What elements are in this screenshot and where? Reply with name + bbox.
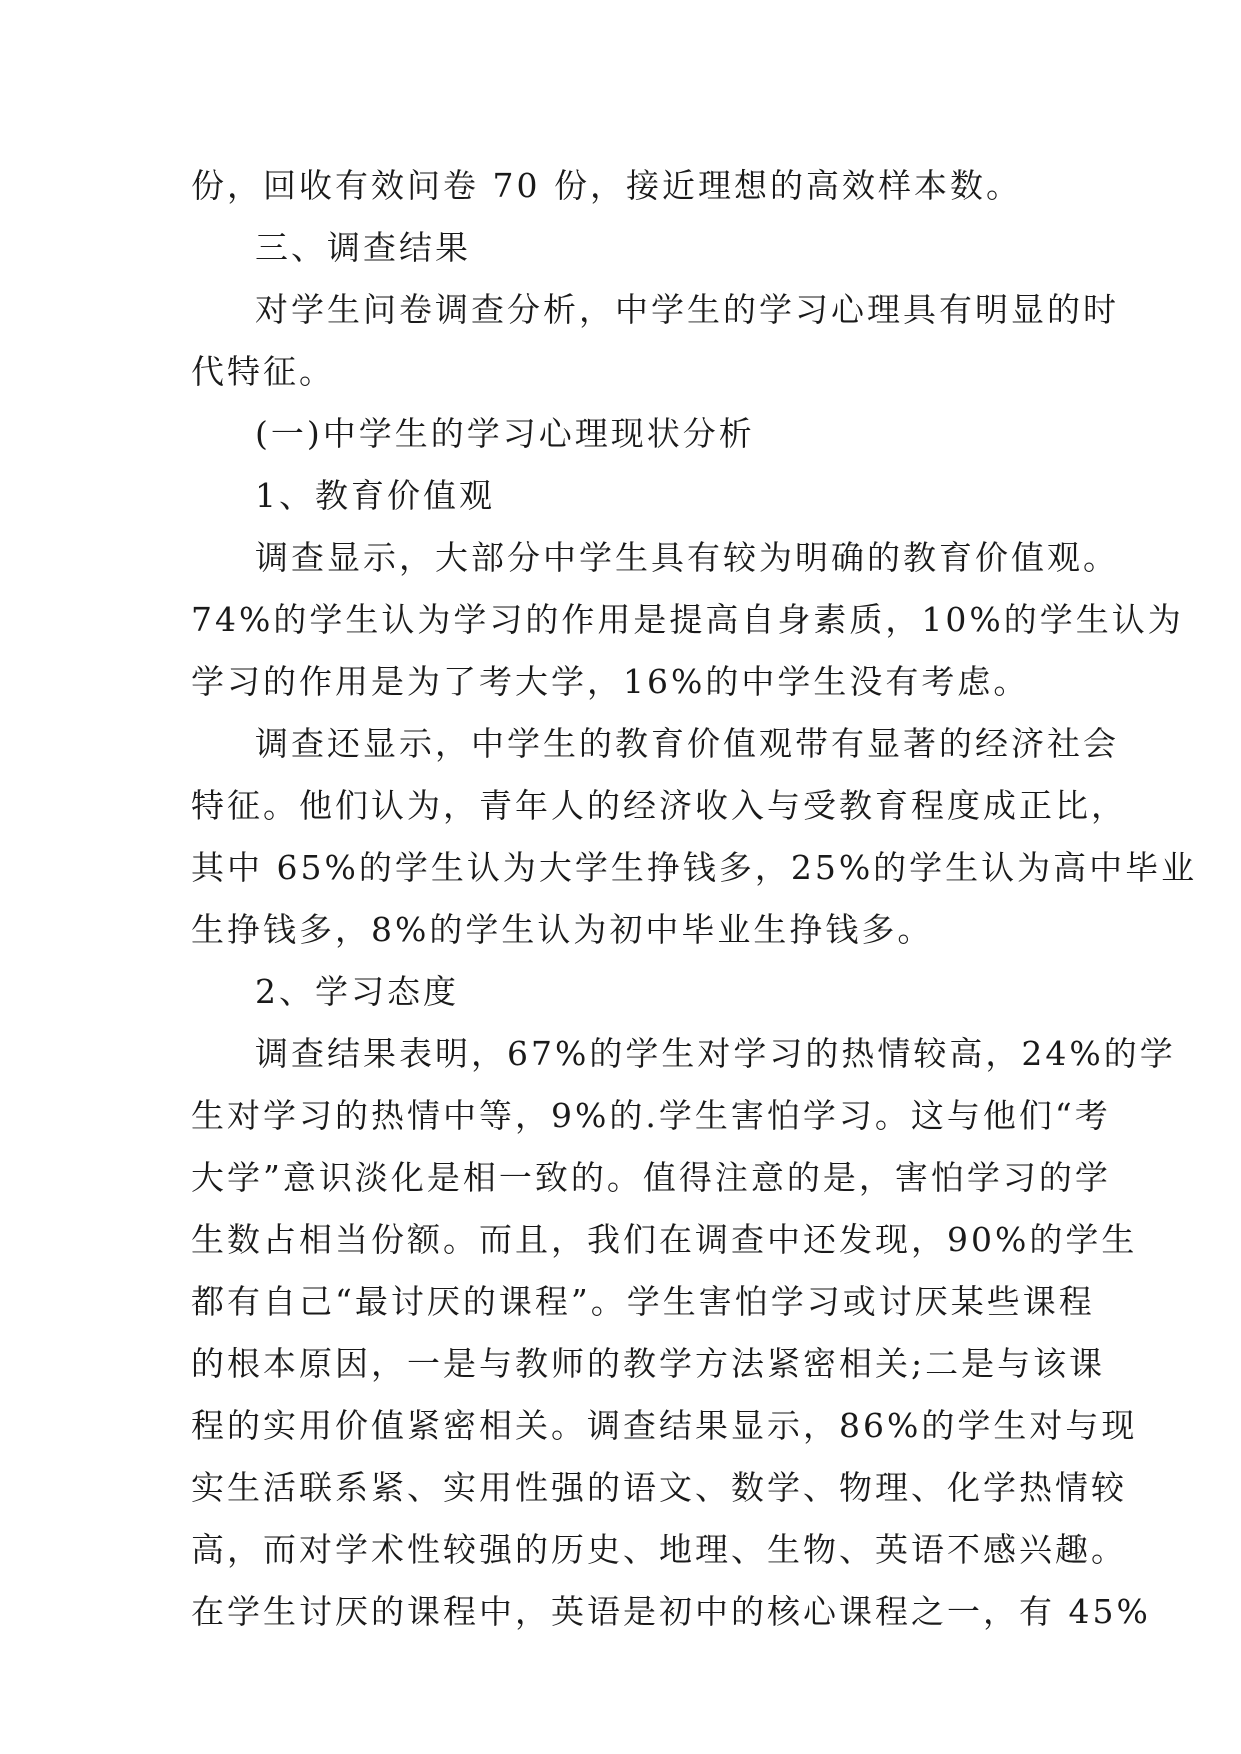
- subsection-heading: 2、学习态度: [255, 972, 459, 1011]
- subsection-heading: 1、教育价值观: [255, 476, 495, 515]
- text-line: 生挣钱多，8%的学生认为初中毕业生挣钱多。: [191, 910, 934, 949]
- text-line: 实生活联系紧、实用性强的语文、数学、物理、化学热情较: [191, 1468, 1127, 1507]
- text-line: 调查显示，大部分中学生具有较为明确的教育价值观。: [255, 538, 1119, 577]
- text-line: 生对学习的热情中等，9%的.学生害怕学习。这与他们“考: [191, 1096, 1111, 1135]
- text-line: 74%的学生认为学习的作用是提高自身素质，10%的学生认为: [191, 600, 1184, 639]
- text-line: 学习的作用是为了考大学，16%的中学生没有考虑。: [191, 662, 1030, 701]
- subsection-heading: (一)中学生的学习心理现状分析: [255, 414, 755, 453]
- text-line: 的根本原因，一是与教师的教学方法紧密相关;二是与该课: [191, 1344, 1106, 1383]
- text-line: 调查还显示，中学生的教育价值观带有显著的经济社会: [255, 724, 1119, 763]
- text-line: 特征。他们认为，青年人的经济收入与受教育程度成正比，: [191, 786, 1127, 825]
- text-line: 都有自己“最讨厌的课程”。学生害怕学习或讨厌某些课程: [191, 1282, 1095, 1321]
- text-line: 份，回收有效问卷 70 份，接近理想的高效样本数。: [191, 166, 1022, 205]
- text-line: 其中 65%的学生认为大学生挣钱多，25%的学生认为高中毕业: [191, 848, 1198, 887]
- text-line: 生数占相当份额。而且，我们在调查中还发现，90%的学生: [191, 1220, 1138, 1259]
- text-line: 代特征。: [191, 352, 335, 391]
- text-line: 在学生讨厌的课程中，英语是初中的核心课程之一，有 45%: [191, 1592, 1151, 1631]
- text-line: 调查结果表明，67%的学生对学习的热情较高，24%的学: [255, 1034, 1176, 1073]
- text-line: 程的实用价值紧密相关。调查结果显示，86%的学生对与现: [191, 1406, 1138, 1445]
- text-line: 对学生问卷调查分析，中学生的学习心理具有明显的时: [255, 290, 1119, 329]
- text-line: 大学”意识淡化是相一致的。值得注意的是，害怕学习的学: [191, 1158, 1111, 1197]
- section-heading: 三、调查结果: [255, 228, 471, 267]
- text-line: 高，而对学术性较强的历史、地理、生物、英语不感兴趣。: [191, 1530, 1127, 1569]
